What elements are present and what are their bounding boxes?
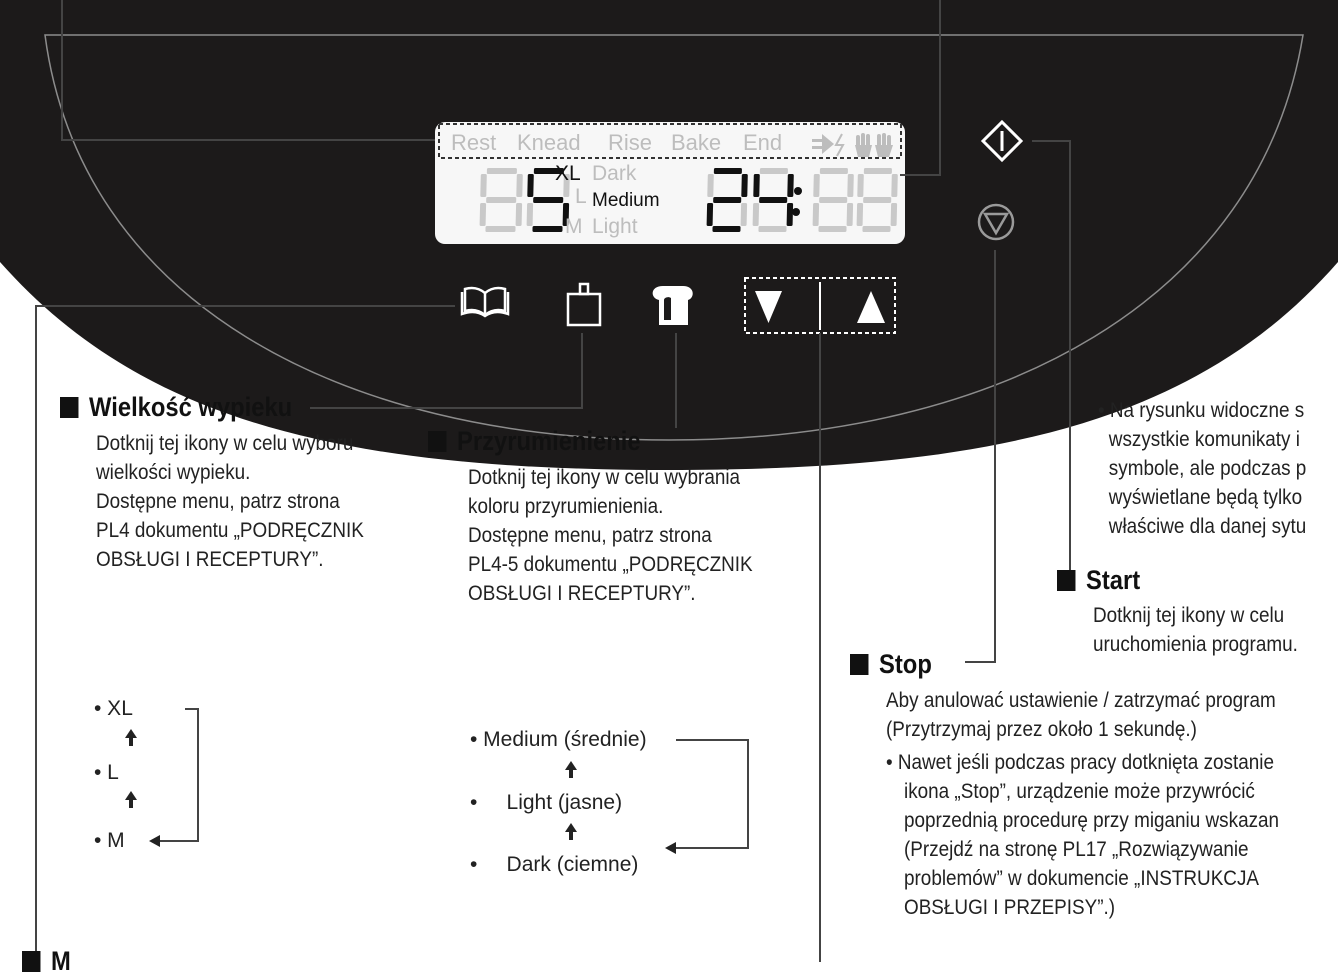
display-note	[1098, 396, 1306, 541]
lcd-segment	[487, 168, 517, 174]
bracket-crust	[676, 740, 748, 848]
stop-note-line: • Nawet jeśli podczas pracy dotknięta zostanie	[886, 751, 1274, 774]
stop-note-line: OBSŁUGI I PRZEPISY”.)	[904, 896, 1116, 919]
lcd-segment	[533, 197, 563, 203]
lcd-segment	[713, 197, 741, 203]
note-line: wszystkie komunikaty i	[1108, 428, 1300, 451]
arrow-crust-up-1	[565, 761, 577, 770]
stage-label: Knead	[517, 130, 581, 155]
bracket-size	[160, 709, 198, 841]
crust-line: Dotknij tej ikony w celu wybrania	[468, 466, 741, 489]
stage-label: End	[743, 130, 783, 155]
lcd-segment	[819, 197, 847, 203]
lcd-segment	[753, 174, 760, 197]
size-line: OBSŁUGI I RECEPTURY”.	[96, 548, 324, 571]
crust-title: Przyrumienienie	[457, 426, 641, 456]
stage-label: Rise	[608, 130, 653, 155]
stop-line: Aby anulować ustawienie / zatrzymać program	[886, 689, 1276, 712]
note-line: symbole, ale podczas p	[1108, 457, 1307, 480]
lcd-segment	[707, 174, 714, 197]
crust-color-label: Medium	[592, 190, 660, 211]
crust-line: OBSŁUGI I RECEPTURY”.	[468, 582, 696, 605]
lcd-segment	[758, 226, 786, 232]
lcd-segment	[741, 174, 748, 197]
lcd-segment	[813, 174, 820, 197]
lcd-segment	[820, 168, 848, 174]
size-line: PL4 dokumentu „PODRĘCZNIK	[96, 519, 364, 542]
size-description	[96, 429, 364, 574]
arrow-size-left	[149, 835, 160, 847]
start-title: Start	[1086, 565, 1141, 595]
stage-label: Bake	[671, 130, 722, 155]
crust-option-dark: • Dark (ciemne)	[470, 853, 639, 876]
stop-note-line: (Przejdź na stronę PL17 „Rozwiązywanie	[904, 838, 1249, 861]
lcd-segment	[857, 203, 864, 226]
lcd-segment	[486, 197, 516, 203]
lcd-segment	[863, 197, 891, 203]
note-line: właściwe dla danej sytu	[1108, 515, 1307, 538]
lcd-segment	[847, 203, 854, 226]
lcd-segment	[857, 174, 864, 197]
arrow-size-up-1	[125, 729, 137, 738]
lcd-segment	[480, 174, 487, 197]
arrow-size-up-2	[125, 791, 137, 800]
heading-square-icon	[428, 431, 446, 452]
start-heading	[1057, 565, 1140, 596]
size-heading	[60, 392, 292, 423]
crust-line: PL4-5 dokumentu „PODRĘCZNIK	[468, 553, 753, 576]
size-option-xl: • XL	[94, 697, 133, 720]
stop-note	[886, 748, 1279, 922]
lcd-segment	[787, 203, 794, 226]
lcd-segment	[480, 203, 487, 226]
stop-note-line: problemów” w dokumencie „INSTRUKCJA	[904, 867, 1260, 890]
heading-square-icon	[60, 397, 78, 418]
size-line: Dostępne menu, patrz strona	[96, 490, 340, 513]
size-title: Wielkość wypieku	[89, 392, 293, 422]
lcd-segment	[891, 203, 898, 226]
size-line: Dotknij tej ikony w celu wyboru	[96, 432, 354, 455]
lcd-segment	[741, 203, 748, 226]
crust-description	[468, 463, 753, 608]
loaf-size-label: XL	[555, 162, 581, 185]
lcd-segment	[532, 226, 562, 232]
size-option-l: • L	[94, 761, 119, 784]
lcd-segment	[787, 174, 794, 197]
stop-note-line: ikona „Stop”, urządzenie może przywrócić	[904, 780, 1255, 803]
stage-label: Rest	[451, 130, 497, 155]
lcd-segment	[714, 168, 742, 174]
start-line: uruchomienia programu.	[1093, 633, 1298, 656]
crust-color-label: Dark	[592, 162, 637, 185]
lcd-segment	[712, 226, 740, 232]
lcd-segment	[707, 203, 714, 226]
note-line: • Na rysunku widoczne s	[1098, 399, 1305, 422]
arrow-crust-left	[665, 842, 676, 854]
arrow-crust-up-2	[565, 823, 577, 832]
crust-color-label: Light	[592, 215, 638, 238]
loaf-size-label: L	[575, 185, 587, 208]
lcd-segment	[759, 197, 787, 203]
lcd-segment	[864, 168, 892, 174]
stop-description	[886, 686, 1276, 744]
heading-square-icon	[1057, 570, 1075, 591]
note-line: wyświetlane będą tylko	[1108, 486, 1303, 509]
lcd-segment	[847, 174, 854, 197]
size-option-m: • M	[94, 829, 125, 852]
heading-square-icon	[850, 654, 868, 675]
lcd-segment	[527, 203, 534, 226]
stop-heading	[850, 649, 932, 680]
lcd-segment	[891, 174, 898, 197]
crust-option-light: • Light (jasne)	[470, 791, 623, 814]
menu-title: M	[51, 946, 71, 976]
size-line: wielkości wypieku.	[96, 461, 251, 484]
lcd-display	[435, 122, 905, 244]
crust-line: koloru przyrumienienia.	[468, 495, 664, 518]
lcd-segment	[760, 168, 788, 174]
crust-option-medium: • Medium (średnie)	[470, 728, 647, 751]
lcd-segment	[818, 226, 846, 232]
time-colon-bottom	[792, 208, 800, 216]
start-description	[1093, 601, 1298, 659]
stop-title: Stop	[879, 649, 932, 679]
lcd-segment	[753, 203, 760, 226]
crust-line: Dostępne menu, patrz strona	[468, 524, 712, 547]
lcd-segment	[813, 203, 820, 226]
lcd-segment	[862, 226, 890, 232]
loaf-size-label: M	[565, 215, 583, 238]
time-colon-top	[794, 187, 802, 195]
start-line: Dotknij tej ikony w celu	[1093, 604, 1285, 627]
stop-note-line: poprzednią procedurę przy miganiu wskazan	[904, 809, 1280, 832]
lcd-segment	[516, 174, 523, 197]
lcd-segment	[516, 203, 523, 226]
lcd-segment	[527, 174, 534, 197]
stop-line: (Przytrzymaj przez około 1 sekundę.)	[886, 718, 1197, 741]
lcd-segment	[485, 226, 515, 232]
crust-heading	[428, 426, 641, 457]
